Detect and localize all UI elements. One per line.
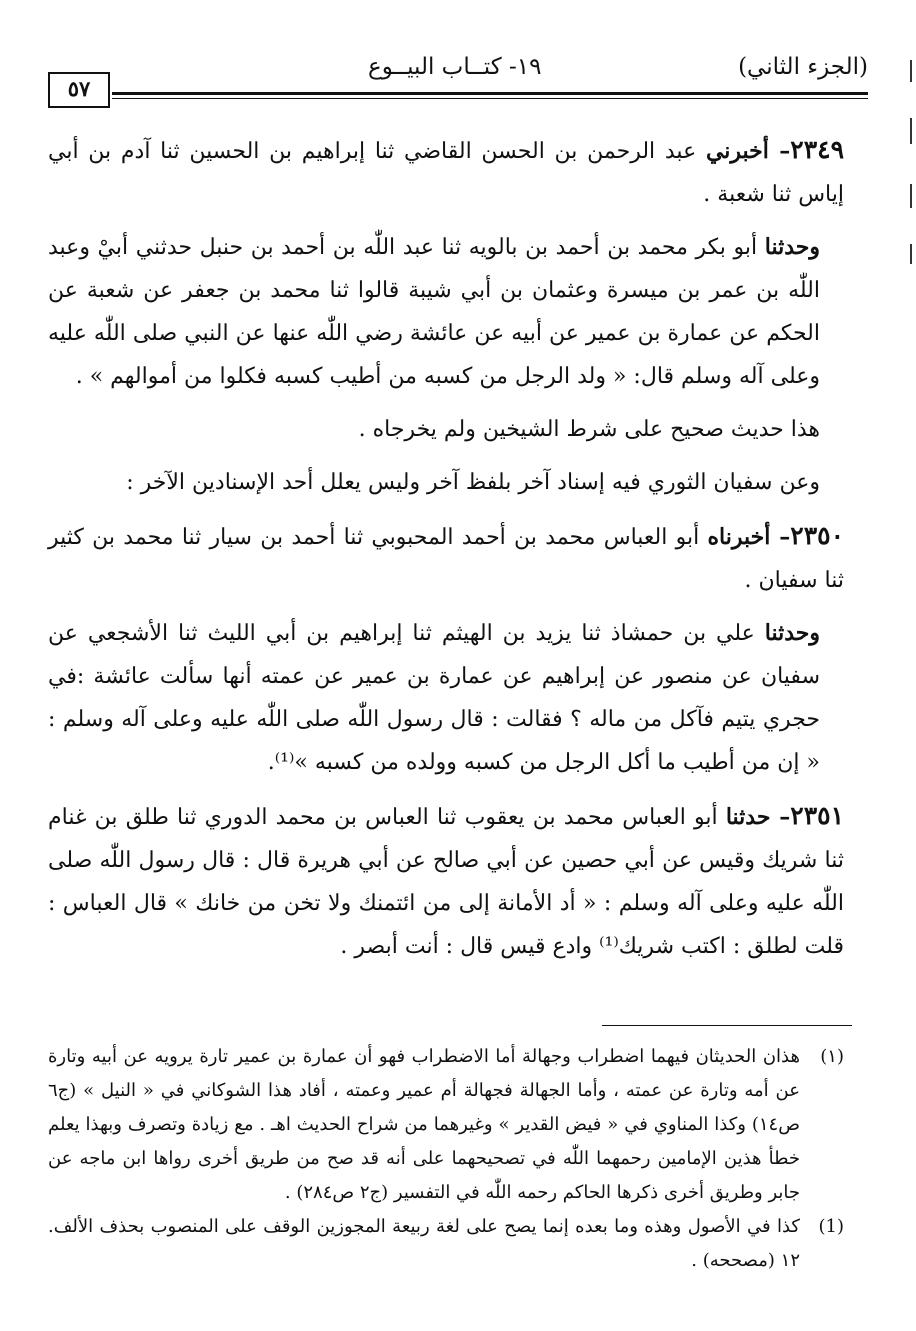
page-number: ٥٧ <box>48 72 110 108</box>
note-paragraph: وعن سفيان الثوري فيه إسناد آخر بلفظ آخر وليس يعلل أحد الإسنادين الآخر : <box>126 470 820 495</box>
scan-mark <box>910 184 912 208</box>
hadith-lead: – أخبرني <box>705 138 791 164</box>
header-rule-thin <box>112 98 868 99</box>
running-header <box>48 40 868 101</box>
footnote-separator <box>60 1025 852 1026</box>
grading-paragraph: هذا حديث صحيح على شرط الشيخين ولم يخرجاه . <box>358 417 820 442</box>
hadith-2351 <box>48 794 844 968</box>
hadith-2350 <box>48 514 844 602</box>
footnote-text: كذا في الأصول وهذه وما بعده إنما يصح على لغة ربيعة المجوزين الوقف على المنصوب بحذف الألف. ١٢ (مصححه) . <box>48 1216 800 1271</box>
hadith-2349 <box>48 128 844 216</box>
hadith-text: علي بن حمشاذ ثنا يزيد بن الهيثم ثنا إبراهيم بن أبي الليث ثنا الأشجعي عن سفيان عن منصور عن إبراهيم عن عمارة بن عمير عن عمته أنها سألت عائشة :في حجري يتيم فآكل من ماله ؟ فقالت : قال رسول اللّٰه صلى اللّٰه عليه وعلى آله وسلم : « إن من أطيب ما أكل الرجل من كسبه وولده من كسبه »⁽¹⁾. <box>48 621 820 775</box>
footnote-mark: (1) <box>818 1216 844 1237</box>
hadith-text: أبو العباس محمد بن يعقوب ثنا العباس بن محمد الدوري ثنا طلق بن غنام ثنا شريك وقيس عن أبي حصين عن أبي صالح عن أبي هريرة قال : قال رسول اللّٰه صلى اللّٰه عليه وعلى آله وسلم : « أد الأمانة إلى من ائتمنك ولا تخن من خانك » قال العباس : قلت لطلق : اكتب شريك⁽¹⁾ وادع قيس قال : أنت أبصر . <box>48 805 844 959</box>
volume-title: (الجزء الثاني) <box>738 54 868 80</box>
hadith-text: أبو العباس محمد بن أحمد المحبوبي ثنا أحمد بن سيار ثنا محمد بن كثير ثنا سفيان . <box>48 525 844 593</box>
footnote <box>48 1210 844 1278</box>
header-rule-thick <box>112 92 868 95</box>
hadith-number: ٢٣٥١ <box>790 801 844 830</box>
footnote-text: هذان الحديثان فيهما اضطراب وجهالة أما الاضطراب فهو أن عمارة بن عمير تارة يرويه عن أبيه وتارة عن أمه وتارة عن عمته ، وأما الجهالة فجهالة أم عمير وعمته ، أفاد هذا الشوكاني في « النيل » (ج٦ ص١٤) وكذا المناوي في « فيض القدير » وغيرهما من شراح الحديث اهـ . مع زيادة وتصرف وبهذا يعلم خطأ هذين الإمامين رحمهما اللّٰه في تصحيحهما على أنه قد صح من طريق أخرى رواها ابن ماجه عن جابر وطريق أخرى ذكرها الحاكم رحمه اللّٰه في التفسير (ج٢ ص٢٨٤) . <box>48 1046 800 1203</box>
book-title: ١٩- كتــاب البيــوع <box>368 54 542 80</box>
hadith-text: أبو بكر محمد بن أحمد بن بالويه ثنا عبد اللّٰه بن أحمد بن حنبل حدثني أبيْ وعبد اللّٰه بن عمر بن ميسرة وعثمان بن أبي شيبة قالوا ثنا محمد بن جعفر عن شعبة عن الحكم عن عمارة بن عمير عن أبيه عن عائشة رضي اللّٰه عنها عن النبي صلى اللّٰه عليه وعلى آله وسلم قال: « ولد الرجل من كسبه من أطيب كسبه فكلوا من أموالهم » . <box>48 235 820 389</box>
hadith-text: عبد الرحمن بن الحسن القاضي ثنا إبراهيم بن الحسين ثنا آدم بن أبي إياس ثنا شعبة . <box>48 139 844 207</box>
main-text <box>48 128 844 978</box>
scan-mark <box>910 118 912 144</box>
hadith-lead: وحدثنا <box>764 620 820 646</box>
hadith-lead: – أخبرناه <box>707 524 791 550</box>
hadith-number: ٢٣٥٠ <box>790 521 844 550</box>
hadith-lead: – حدثنا <box>725 804 791 830</box>
scan-mark <box>910 244 912 264</box>
footnotes <box>48 1040 844 1278</box>
isnad-paragraph <box>48 226 844 398</box>
scan-mark <box>910 60 912 82</box>
isnad-paragraph <box>48 612 844 784</box>
hadith-lead: وحدثنا <box>764 234 820 260</box>
footnote <box>48 1040 844 1210</box>
footnote-mark: (١) <box>820 1046 844 1067</box>
hadith-number: ٢٣٤٩ <box>790 135 845 164</box>
